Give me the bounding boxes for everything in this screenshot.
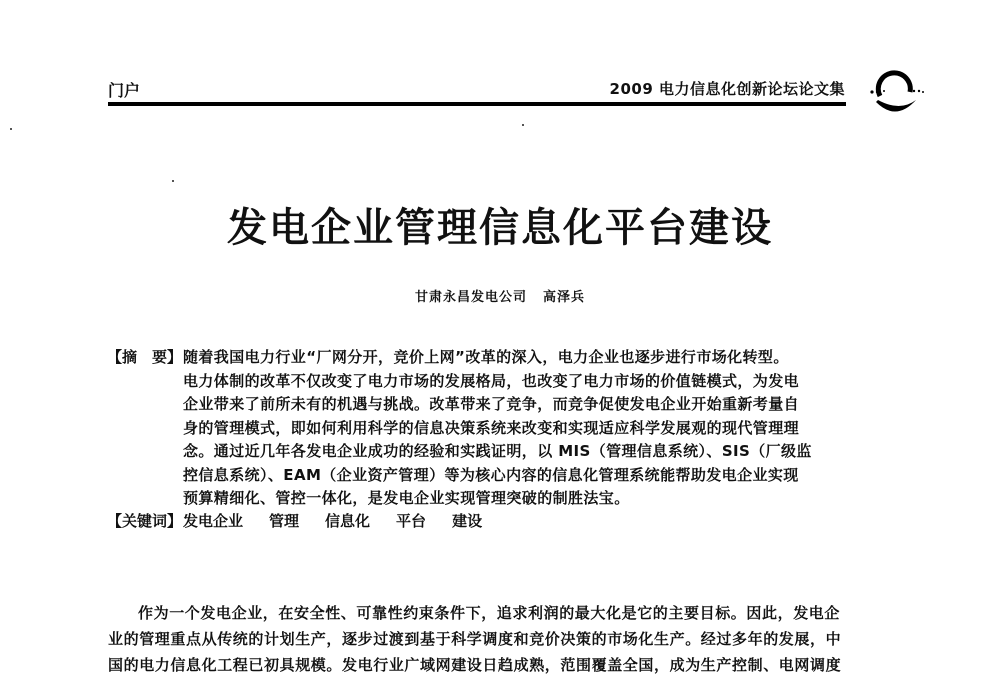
article-title: 发电企业管理信息化平台建设: [227, 205, 773, 251]
author-name: 高泽兵: [543, 290, 586, 305]
forum-logo-icon: [866, 70, 926, 118]
keyword: 信息化: [325, 512, 371, 530]
abstract-line: 随着我国电力行业“厂网分开，竞价上网”改革的深入，电力企业也逐步进行市场化转型。: [183, 348, 789, 366]
abstract-line: 企业带来了前所未有的机遇与挑战。改革带来了竞争，而竞争促使发电企业开始重新考量自: [183, 395, 800, 413]
scan-speck: [522, 124, 524, 126]
author-organization: 甘肃永昌发电公司: [414, 290, 527, 305]
keywords-label: 【关键词】: [107, 512, 183, 530]
abstract-line: 预算精细化、管控一体化，是发电企业实现管理突破的制胜法宝。: [183, 489, 630, 507]
scan-speck: [172, 180, 174, 182]
body-paragraph: [108, 600, 908, 678]
abstract-label: 【摘 要】: [107, 348, 183, 366]
abstract-line: 控信息系统）、EAM（企业资产管理）等为核心内容的信息化管理系统能帮助发电企业实现: [183, 465, 799, 484]
keyword: 平台: [396, 512, 427, 530]
body-line: 国的电力信息化工程已初具规模。发电行业广域网建设日趋成熟，范围覆盖全国，成为生产控制、电网调度: [108, 656, 842, 674]
keyword: 建设: [452, 512, 483, 530]
abstract-line: 念。通过近几年各发电企业成功的经验和实践证明，以 MIS（管理信息系统）、SIS（厂级监: [183, 442, 812, 460]
section-label: 门户: [108, 81, 141, 100]
author-line: [0, 286, 1000, 305]
keyword: 发电企业: [183, 512, 244, 530]
publication-title: 2009 电力信息化创新论坛论文集: [609, 80, 845, 98]
abstract-line: 身的管理模式，即如何利用科学的信息决策系统来改变和实现适应科学发展观的现代管理理: [183, 418, 800, 437]
keywords-block: [107, 510, 508, 531]
body-line: 作为一个发电企业，在安全性、可靠性约束条件下，追求利润的最大化是它的主要目标。因此，发电企: [138, 604, 841, 622]
abstract-line: 电力体制的改革不仅改变了电力市场的发展格局，也改变了电力市场的价值链模式，为发电: [183, 371, 800, 390]
body-line: 业的管理重点从传统的计划生产，逐步过渡到基于科学调度和竞价决策的市场化生产。经过多年的发展，中: [108, 630, 842, 648]
header-rule: [108, 102, 846, 106]
keyword: 管理: [269, 512, 300, 530]
scan-speck: [10, 128, 12, 130]
